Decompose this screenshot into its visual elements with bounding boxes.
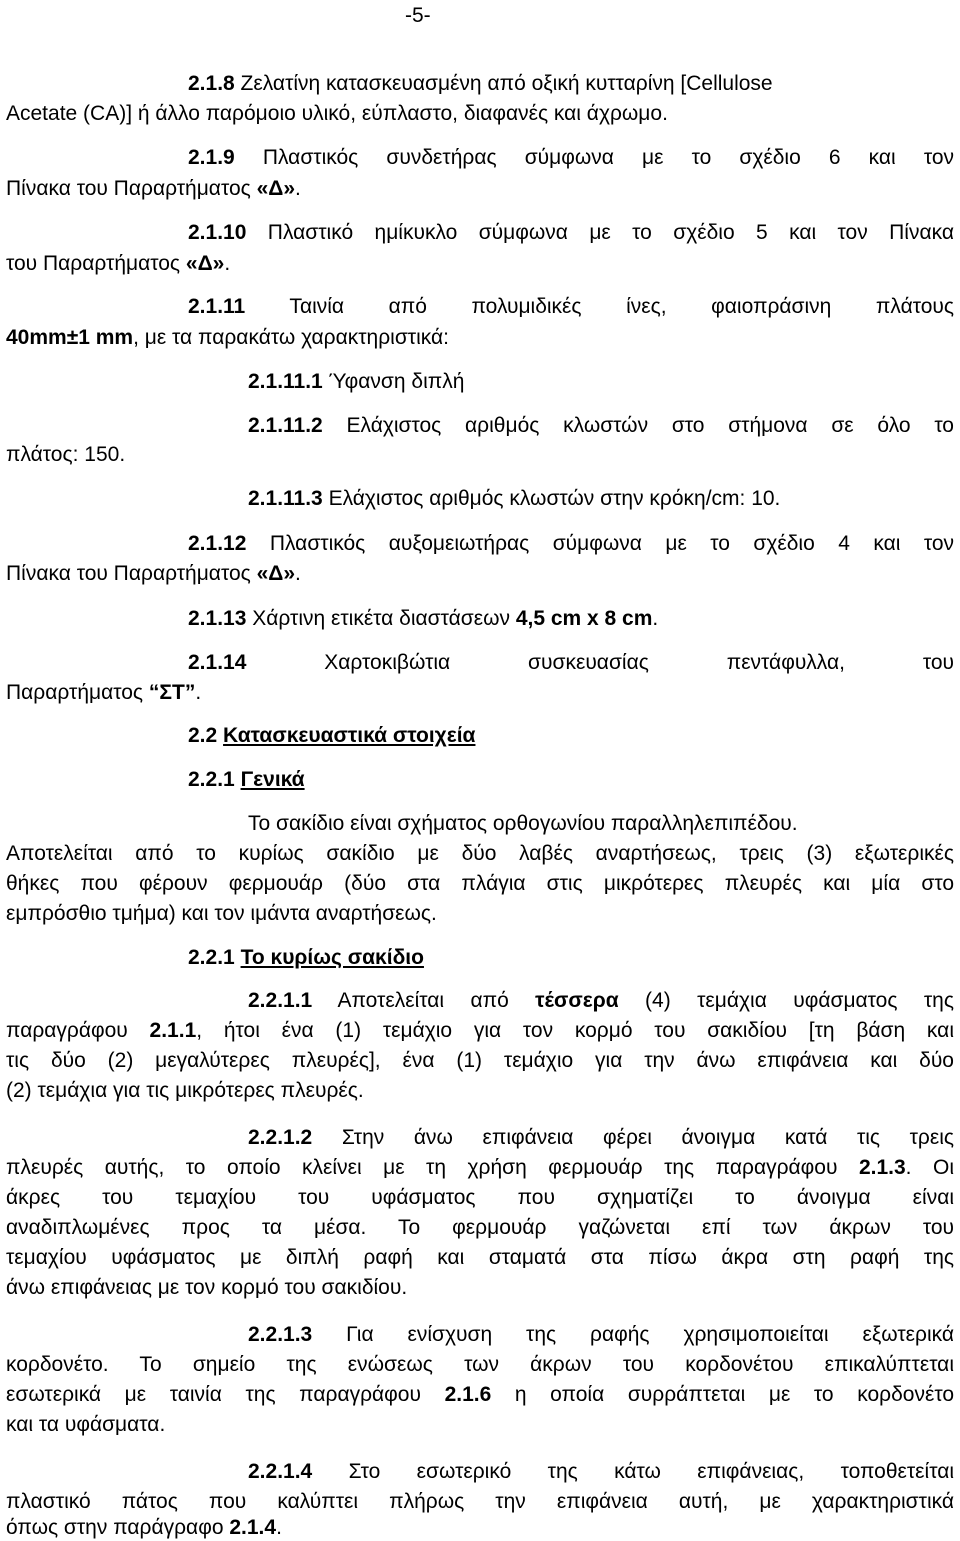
item-2-2-1-2-line-6: άνω επιφάνειας με τον κορμό του σακιδίου. xyxy=(6,1276,408,1299)
item-2-2-1-1-line-2: παραγράφου 2.1.1, ήτοι ένα (1) τεμάχιο για τον κορμό του σακιδίου [τη βάση και xyxy=(6,1019,954,1042)
item-2-2-1-3-line-1: 2.2.1.3 Για ενίσχυση της ραφής χρησιμοποιείται εξωτερικά xyxy=(248,1323,954,1346)
general-paragraph-line-1: Το σακίδιο είναι σχήματος ορθογωνίου παραλληλεπιπέδου. xyxy=(248,812,798,835)
item-2-2-1-2-line-2: πλευρές αυτής, το οποίο κλείνει με τη χρήση φερμουάρ της παραγράφου 2.1.3. Οι xyxy=(6,1156,954,1179)
section-main-bag-heading: 2.2.1 Το κυρίως σακίδιο xyxy=(188,946,424,969)
item-2-1-9-line-2: Πίνακα του Παραρτήματος «Δ». xyxy=(6,177,301,200)
item-2-2-1-4-line-1: 2.2.1.4 Στο εσωτερικό της κάτω επιφάνειας, τοποθετείται xyxy=(248,1460,954,1483)
item-2-1-11-2-line-1: 2.1.11.2 Ελάχιστος αριθμός κλωστών στο στήμονα σε όλο το xyxy=(248,414,954,437)
item-2-2-1-2-line-5: τεμαχίου υφάσματος με διπλή ραφή και σταματά στα πίσω άκρα στη ραφή της xyxy=(6,1246,954,1269)
item-2-1-8-line-1: 2.1.8 Ζελατίνη κατασκευασμένη από οξική κυτταρίνη [Cellulose xyxy=(188,72,773,95)
item-2-2-1-4-line-2: πλαστικό πάτος που καλύπτει πλήρως την επιφάνεια αυτή, με χαρακτηριστικά xyxy=(6,1490,954,1513)
item-2-1-11-3: 2.1.11.3 Ελάχιστος αριθμός κλωστών στην κρόκη/cm: 10. xyxy=(248,487,781,510)
section-2-2-1-heading: 2.2.1 Γενικά xyxy=(188,768,305,791)
page-number: -5- xyxy=(405,4,431,27)
general-paragraph-line-3: θήκες που φέρουν φερμουάρ (δύο στα πλάγια στις μικρότερες πλευρές και μία στο xyxy=(6,872,954,895)
item-2-1-13: 2.1.13 Χάρτινη ετικέτα διαστάσεων 4,5 cm x 8 cm. xyxy=(188,607,659,630)
section-2-2-heading: 2.2 Κατασκευαστικά στοιχεία xyxy=(188,724,476,747)
item-2-1-11-1: 2.1.11.1 Ύφανση διπλή xyxy=(248,370,465,393)
item-2-2-1-2-line-4: αναδιπλωμένες προς τα μέσα. Το φερμουάρ γαζώνεται επί των άκρων του xyxy=(6,1216,954,1239)
item-2-2-1-3-line-3: εσωτερικά με ταινία της παραγράφου 2.1.6 η οποία συρράπτεται με το κορδονέτο xyxy=(6,1383,954,1406)
general-paragraph-line-2: Αποτελείται από το κυρίως σακίδιο με δύο λαβές αναρτήσεως, τρεις (3) εξωτερικές xyxy=(6,842,954,865)
item-2-1-9-line-1: 2.1.9 Πλαστικός συνδετήρας σύμφωνα με το σχέδιο 6 και τον xyxy=(188,146,954,169)
item-2-1-10-line-1: 2.1.10 Πλαστικό ημίκυκλο σύμφωνα με το σχέδιο 5 και τον Πίνακα xyxy=(188,221,954,244)
item-2-1-14-line-1: 2.1.14 Χαρτοκιβώτια συσκευασίας πεντάφυλλα, του xyxy=(188,651,954,674)
item-2-1-11-line-1: 2.1.11 Ταινία από πολυμιδικές ίνες, φαιοπράσινη πλάτους xyxy=(188,295,954,318)
item-2-2-1-3-line-4: και τα υφάσματα. xyxy=(6,1413,166,1436)
item-2-1-10-line-2: του Παραρτήματος «Δ». xyxy=(6,252,231,275)
general-paragraph-line-4: εμπρόσθιο τμήμα) και τον ιμάντα αναρτήσεως. xyxy=(6,902,437,925)
item-2-2-1-1-line-4: (2) τεμάχια για τις μικρότερες πλευρές. xyxy=(6,1079,364,1102)
item-2-2-1-2-line-1: 2.2.1.2 Στην άνω επιφάνεια φέρει άνοιγμα κατά τις τρεις xyxy=(248,1126,954,1149)
item-2-1-12-line-2: Πίνακα του Παραρτήματος «Δ». xyxy=(6,562,301,585)
item-2-1-8-line-2: Acetate (CA)] ή άλλο παρόμοιο υλικό, εύπλαστο, διαφανές και άχρωμο. xyxy=(6,102,668,125)
item-2-2-1-3-line-2: κορδονέτο. Το σημείο της ενώσεως των άκρων του κορδονέτου επικαλύπτεται xyxy=(6,1353,954,1376)
item-2-2-1-1-line-3: τις δύο (2) μεγαλύτερες πλευρές], ένα (1) τεμάχιο για την άνω επιφάνεια και δύο xyxy=(6,1049,954,1072)
item-2-2-1-2-line-3: άκρες του τεμαχίου του υφάσματος που σχηματίζει το άνοιγμα είναι xyxy=(6,1186,954,1209)
item-2-2-1-4-line-3: όπως στην παράγραφο 2.1.4. xyxy=(6,1516,282,1539)
item-2-1-12-line-1: 2.1.12 Πλαστικός αυξομειωτήρας σύμφωνα με το σχέδιο 4 και τον xyxy=(188,532,954,555)
item-2-1-11-2-line-2: πλάτος: 150. xyxy=(6,443,126,466)
item-2-2-1-1-line-1: 2.2.1.1 Αποτελείται από τέσσερα (4) τεμάχια υφάσματος της xyxy=(248,989,954,1012)
item-2-1-11-line-2: 40mm±1 mm, με τα παρακάτω χαρακτηριστικά: xyxy=(6,326,449,349)
item-2-1-14-line-2: Παραρτήματος “ΣΤ”. xyxy=(6,681,202,704)
